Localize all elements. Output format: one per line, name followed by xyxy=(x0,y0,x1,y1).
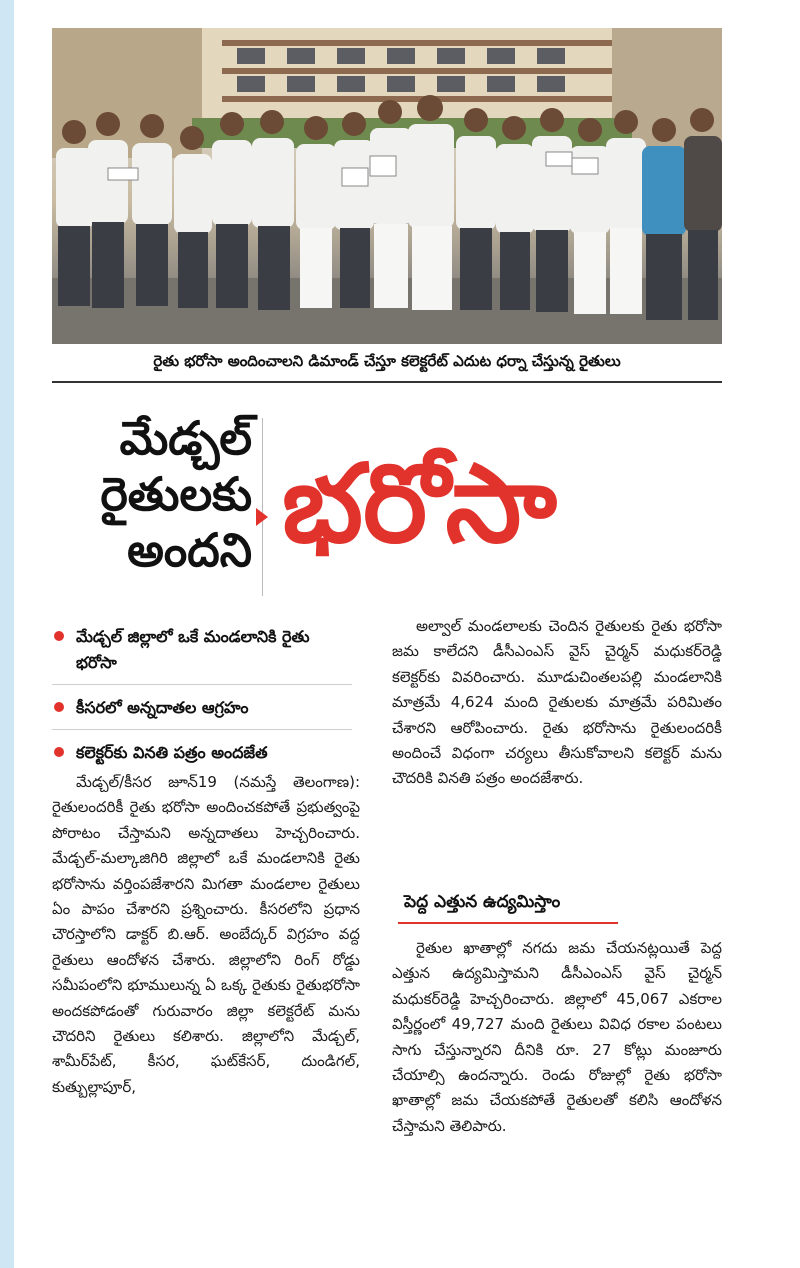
highlights-list xyxy=(52,624,352,784)
headline-line-3: అందని xyxy=(127,523,252,577)
article-column-left xyxy=(52,770,360,1100)
highlight-text: మేడ్చల్ జిల్లాలో ఒకే మండలానికి రైతు భరోసా xyxy=(76,627,310,672)
caption-divider xyxy=(52,381,722,383)
bullet-dot-icon xyxy=(54,747,64,757)
photo-caption: రైతు భరోసా అందించాలని డిమాండ్ చేస్తూ కలెక్టరేట్ ఎదుట ధర్నా చేస్తున్న రైతులు xyxy=(153,352,621,370)
news-photo xyxy=(52,28,722,344)
headline-divider xyxy=(262,418,263,596)
headline-line-2: రైతులకు xyxy=(100,467,252,521)
bullet-dot-icon xyxy=(54,702,64,712)
highlight-item xyxy=(52,695,352,730)
article-column-right xyxy=(392,614,722,792)
page-edge-rule xyxy=(0,0,14,1268)
highlight-text: కీసరలో అన్నదాతల ఆగ్రహం xyxy=(76,698,249,717)
farmers-protest-photo xyxy=(52,28,722,344)
headline-main: భరోసా xyxy=(282,442,557,567)
article-column-right-lower xyxy=(392,936,722,1139)
highlight-item xyxy=(52,740,352,774)
headline-secondary xyxy=(52,410,252,578)
highlight-text: కలెక్టర్‌కు వినతి పత్రం అందజేత xyxy=(76,743,268,762)
subheading-underline xyxy=(398,922,618,924)
headline-line-1: మేడ్చల్ xyxy=(119,411,252,465)
bullet-dot-icon xyxy=(54,631,64,641)
article-subheading: పెద్ద ఎత్తున ఉద్యమిస్తాం xyxy=(404,892,561,912)
article-paragraph: అల్వాల్ మండలాలకు చెందిన రైతులకు రైతు భరోసా జమ కాలేదని డీసీఎంఎస్ వైస్ చైర్మన్ మధుకర్‌రెడ్డి కలెక్టర్‌కు వివరించారు. మూడుచింతలపల్లి మండలానికి మాత్రమే 4,624 మంది రైతులకు మాత్రమే పరిమితం చేశారని ఆరోపించారు. రైతు భరోసాను రైతులందరికీ అందించే విధంగా చర్యలు తీసుకోవాలని కలెక్టర్ మను చౌదరికి వినతి పత్రం అందజేశారు. xyxy=(392,617,722,788)
article-paragraph: మేడ్చల్/కీసర జూన్19 (నమస్తే తెలంగాణ): రైతులందరికీ రైతు భరోసా అందించకపోతే ప్రభుత్వంపై పోరాటం చేస్తామని అన్నదాతలు హెచ్చరించారు. మేడ్చల్-మల్కాజిగిరి జిల్లాలో ఒకే మండలానికి రైతు భరోసాను వర్తింపజేశారని మిగతా మండలాల రైతులు ఏం పాపం చేశారని ప్రశ్నించారు. కీసరలోని ప్రధాన చౌరస్తాలోని డాక్టర్ బి.ఆర్. అంబేద్కర్ విగ్రహం వద్ద రైతులు ఆందోళన చేశారు. జిల్లాలోని రింగ్ రోడ్డు సమీపంలోని భూములున్న ఏ ఒక్క రైతుకు రైతుభరోసా అందకపోడంతో గురువారం జిల్లా కలెక్టరేట్ మను చౌదరిని రైతులు కలిశారు. జిల్లాలోని మేడ్చల్, శామీర్‌పేట్, కీసర, ఘట్‌కేసర్, దుండిగల్, కుత్బుల్లాపూర్, xyxy=(52,773,360,1096)
article-paragraph: రైతుల ఖాతాల్లో నగదు జమ చేయనట్లయితే పెద్ద ఎత్తున ఉద్యమిస్తామని డీసీఎంఎస్ వైస్ చైర్మన్ మధుకర్‌రెడ్డి హెచ్చరించారు. జిల్లాలో 45,067 ఎకరాల విస్తీర్ణంలో 49,727 మంది రైతులు వివిధ రకాల పంటలు సాగు చేస్తున్నారని దీనికి రూ. 27 కోట్లు మంజూరు చేయాల్సి ఉందన్నారు. రెండు రోజుల్లో రైతు భరోసా ఖాతాల్లో జమ చేయకపోతే రైతులతో కలిసి ఆందోళన చేస్తామని తెలిపారు. xyxy=(392,939,722,1135)
highlight-item xyxy=(52,624,352,685)
headline-arrow-icon xyxy=(256,508,268,526)
